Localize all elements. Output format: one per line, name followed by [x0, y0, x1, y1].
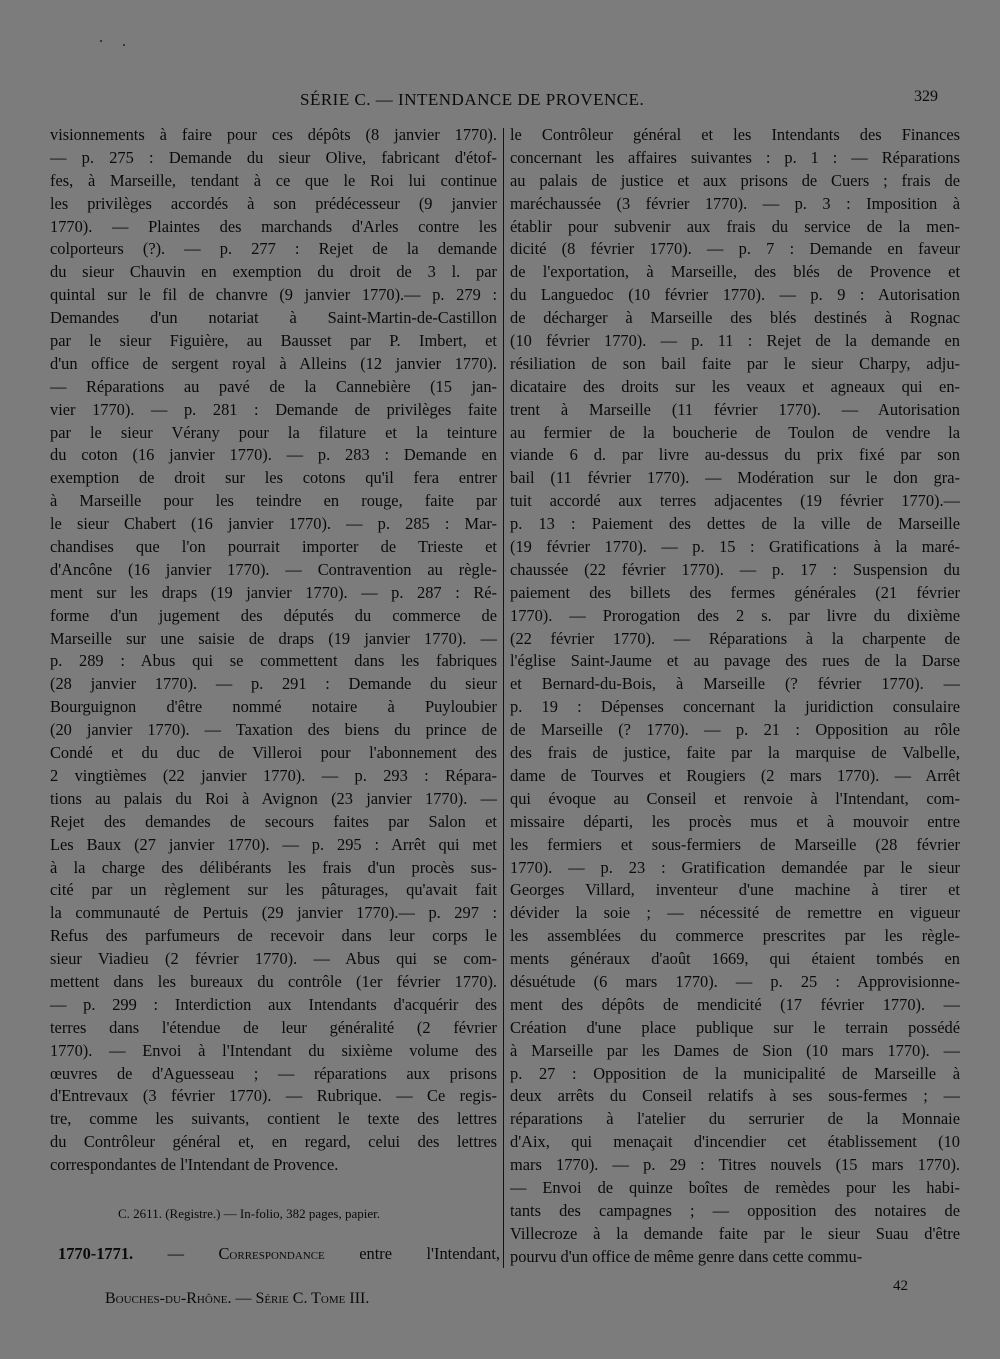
text-line: par le sieur Figuière, au Bausset par P. Imbert, et: [50, 331, 497, 351]
text-line: la communauté de Pertuis (29 janvier 1770).— p. 297 :: [50, 903, 497, 923]
text-line: 2 vingtièmes (22 janvier 1770). — p. 293 : Répara-: [50, 765, 497, 785]
text-line: au fermier de la boucherie de Toulon de vendre la: [510, 422, 960, 442]
text-line: 1770). — Plaintes des marchands d'Arles contre les: [50, 216, 497, 236]
text-line: visionnements à faire pour ces dépôts (8 janvier 1770).: [50, 125, 497, 144]
text-line: vier 1770). — p. 281 : Demande de privilèges faite: [50, 399, 497, 419]
text-line: dicataire des droits sur les veaux et agneaux qui en-: [510, 376, 960, 396]
text-line: trent à Marseille (11 février 1770). — Autorisation: [510, 399, 960, 419]
text-line: d'Aix, qui menaçait d'incendier cet établissement (10: [510, 1132, 960, 1152]
text-line: fes, à Marseille, tendant à ce que le Roi lui continue: [50, 170, 497, 190]
text-line: (20 janvier 1770). — Taxation des biens du prince de: [50, 720, 497, 740]
text-line: tions au palais du Roi à Avignon (23 janvier 1770). —: [50, 788, 497, 808]
text-line: deux arrêts du Conseil relatifs à ses sous-fermes ; —: [510, 1086, 960, 1106]
entry-rest: entre l'Intendant,: [324, 1244, 500, 1263]
text-line: Demandes d'un notariat à Saint-Martin-de-Castillon: [50, 308, 497, 328]
text-line: quintal sur le fil de chanvre (9 janvier 1770).— p. 279 :: [50, 285, 497, 305]
text-line: — Envoi de quinze boîtes de remèdes pour les habi-: [510, 1177, 960, 1197]
left-column: [50, 124, 497, 1177]
text-line: correspondantes de l'Intendant de Provence.: [50, 1155, 339, 1175]
text-line: missaire départi, les procès mus et à mouvoir entre: [510, 811, 960, 831]
text-line: 1770). — Envoi à l'Intendant du sixième volume des: [50, 1040, 497, 1060]
page-header: SÉRIE C. — INTENDANCE DE PROVENCE.: [300, 90, 645, 109]
text-line: mettent dans les bureaux du contrôle (1er février 1770).: [50, 971, 497, 991]
entry-heading: [58, 1244, 500, 1264]
text-line: de décharger à Marseille des blés destinés à Rognac: [510, 308, 960, 328]
text-line: pourvu d'un office de même genre dans cette commu-: [510, 1246, 863, 1266]
text-line: au palais de justice et aux prisons de Cuers ; frais de: [510, 170, 960, 190]
text-line: (22 février 1770). — Réparations à la charpente de: [510, 628, 960, 648]
text-line: Refus des parfumeurs de recevoir dans leur corps le: [50, 926, 497, 946]
text-line: p. 289 : Abus qui se commettent dans les fabriques: [50, 651, 497, 671]
text-line: ments généraux d'août 1669, qui étaient tombés en: [510, 949, 960, 969]
text-line: qui évoque au Conseil et renvoie à l'Intendant, com-: [510, 788, 960, 808]
text-line: d'Entrevaux (3 février 1770). — Rubrique. — Ce regis-: [50, 1086, 497, 1106]
text-line: tuit accordé aux terres adjacentes (19 février 1770).—: [510, 491, 960, 511]
text-line: 1770). — p. 23 : Gratification demandée par le sieur: [510, 857, 960, 877]
text-line: le sieur Chabert (16 janvier 1770). — p. 285 : Mar-: [50, 514, 497, 534]
text-line: de l'exportation, à Marseille, des blés de Provence et: [510, 262, 960, 282]
text-line: colporteurs (?). — p. 277 : Rejet de la demande: [50, 239, 497, 259]
entry-years: 1770-1771.: [58, 1244, 134, 1263]
text-line: des frais de justice, faite par la marquise de Valbelle,: [510, 743, 960, 763]
signature-mark: 42: [893, 1278, 908, 1294]
text-line: établir pour subvenir aux frais du service de la men-: [510, 216, 960, 236]
text-line: d'un office de sergent royal à Alleins (12 janvier 1770).: [50, 353, 497, 373]
text-line: du coton (16 janvier 1770). — p. 283 : Demande en: [50, 445, 497, 465]
text-line: chaussée (22 février 1770). — p. 17 : Suspension du: [510, 559, 960, 579]
text-line: paiement des billets des fermes générales (21 février: [510, 582, 960, 602]
text-line: terres dans l'étendue de leur généralité (2 février: [50, 1017, 497, 1037]
text-line: Condé et du duc de Villeroi pour l'abonnement des: [50, 743, 497, 763]
text-line: l'église Saint-Jaume et au pavage des rues de la Darse: [510, 651, 960, 671]
text-line: 1770). — Prorogation des 2 s. par livre du dixième: [510, 605, 960, 625]
text-line: forme d'un jugement des députés du commerce de: [50, 605, 497, 625]
text-line: Rejet des demandes de secours faites par Salon et: [50, 811, 497, 831]
text-line: cité par un règlement sur les pâturages, qu'avait fait: [50, 880, 497, 900]
text-line: exemption de droit sur les cotons qu'il fera entrer: [50, 468, 497, 488]
text-line: Marseille sur une saisie de draps (19 janvier 1770). —: [50, 628, 497, 648]
entry-keyword: Correspondance: [218, 1244, 325, 1263]
text-line: à Marseille pour les teindre en rouge, faite par: [50, 491, 497, 511]
text-line: ment des dépôts de mendicité (17 février 1770). —: [510, 994, 960, 1014]
text-line: le Contrôleur général et les Intendants des Finances: [510, 125, 960, 144]
shelfmark-note: C. 2611. (Registre.) — In-folio, 382 pages, papier.: [118, 1206, 380, 1221]
text-line: ment sur les draps (19 janvier 1770). — p. 287 : Ré-: [50, 582, 497, 602]
text-line: dame de Tourves et Rougiers (2 mars 1770). — Arrêt: [510, 765, 960, 785]
text-line: chandises que l'on pourrait importer de Trieste et: [50, 537, 497, 557]
text-line: — p. 275 : Demande du sieur Olive, fabricant d'étof-: [50, 147, 497, 167]
text-line: mars 1770). — p. 29 : Titres nouvels (15 mars 1770).: [510, 1155, 960, 1175]
page-footer: Bouches-du-Rhône. — Série C. Tome III.: [105, 1290, 370, 1307]
text-line: (10 février 1770). — p. 11 : Rejet de la demande en: [510, 331, 960, 351]
page-number: 329: [914, 88, 938, 105]
text-line: Les Baux (27 janvier 1770). — p. 295 : Arrêt qui met: [50, 834, 497, 854]
text-line: (28 janvier 1770). — p. 291 : Demande du sieur: [50, 674, 497, 694]
text-line: — Réparations au pavé de la Cannebière (15 jan-: [50, 376, 497, 396]
text-line: les fermiers et sous-fermiers de Marseille (28 février: [510, 834, 960, 854]
text-line: p. 27 : Opposition de la municipalité de Marseille à: [510, 1063, 960, 1083]
text-line: à la charge des délibérants les frais d'un procès sus-: [50, 857, 497, 877]
text-line: concernant les affaires suivantes : p. 1 : — Réparations: [510, 147, 960, 167]
text-line: dévider la soie ; — nécessité de remettre en vigueur: [510, 903, 960, 923]
column-divider: [503, 128, 504, 1268]
text-line: bail (11 février 1770). — Modération sur le don gra-: [510, 468, 960, 488]
right-column: [510, 124, 960, 1269]
text-line: d'Ancône (16 janvier 1770). — Contravention au règle-: [50, 559, 497, 579]
text-line: désuétude (6 mars 1770). — p. 25 : Approvisionne-: [510, 971, 960, 991]
text-line: de Marseille (? 1770). — p. 21 : Opposition au rôle: [510, 720, 960, 740]
text-line: (19 février 1770). — p. 15 : Gratifications à la maré-: [510, 537, 960, 557]
text-line: les privilèges accordés à son prédécesseur (9 janvier: [50, 193, 497, 213]
text-line: sieur Viadieu (2 février 1770). — Abus qui se com-: [50, 949, 497, 969]
text-line: Georges Villard, inventeur d'une machine à tirer et: [510, 880, 960, 900]
text-line: viande 6 d. par livre au-dessus du prix fixé par son: [510, 445, 960, 465]
text-line: tants des campagnes ; — opposition des notaires de: [510, 1200, 960, 1220]
text-line: du Languedoc (10 février 1770). — p. 9 : Autorisation: [510, 285, 960, 305]
text-line: du Contrôleur général et, en regard, celui des lettres: [50, 1132, 497, 1152]
text-line: œuvres de d'Aguesseau ; — réparations aux prisons: [50, 1063, 497, 1083]
entry-dash: —: [133, 1244, 219, 1263]
text-line: Création d'une place publique sur le terrain possédé: [510, 1017, 960, 1037]
text-line: résiliation de son bail faite par le sieur Charpy, adju-: [510, 353, 960, 373]
text-line: à Marseille par les Dames de Sion (10 mars 1770). —: [510, 1040, 960, 1060]
text-line: tre, comme les suivants, contient le texte des lettres: [50, 1109, 497, 1129]
text-line: dicité (8 février 1770). — p. 7 : Demande en faveur: [510, 239, 960, 259]
text-line: du sieur Chauvin en exemption du droit de 3 l. par: [50, 262, 497, 282]
text-line: Villecroze à la demande faite par le sieur Suau d'être: [510, 1223, 960, 1243]
text-line: p. 19 : Dépenses concernant la juridiction consulaire: [510, 697, 960, 717]
text-line: p. 13 : Paiement des dettes de la ville de Marseille: [510, 514, 960, 534]
text-line: — p. 299 : Interdiction aux Intendants d'acquérir des: [50, 994, 497, 1014]
text-line: réparations à l'atelier du serrurier de la Monnaie: [510, 1109, 960, 1129]
text-line: Bourguignon d'être nommé notaire à Puyloubier: [50, 697, 497, 717]
text-line: et Bernard-du-Bois, à Marseille (? février 1770). —: [510, 674, 960, 694]
text-line: par le sieur Vérany pour la filature et la teinture: [50, 422, 497, 442]
text-line: maréchaussée (3 février 1770). — p. 3 : Imposition à: [510, 193, 960, 213]
text-line: les assemblées du commerce prescrites par les règle-: [510, 926, 960, 946]
